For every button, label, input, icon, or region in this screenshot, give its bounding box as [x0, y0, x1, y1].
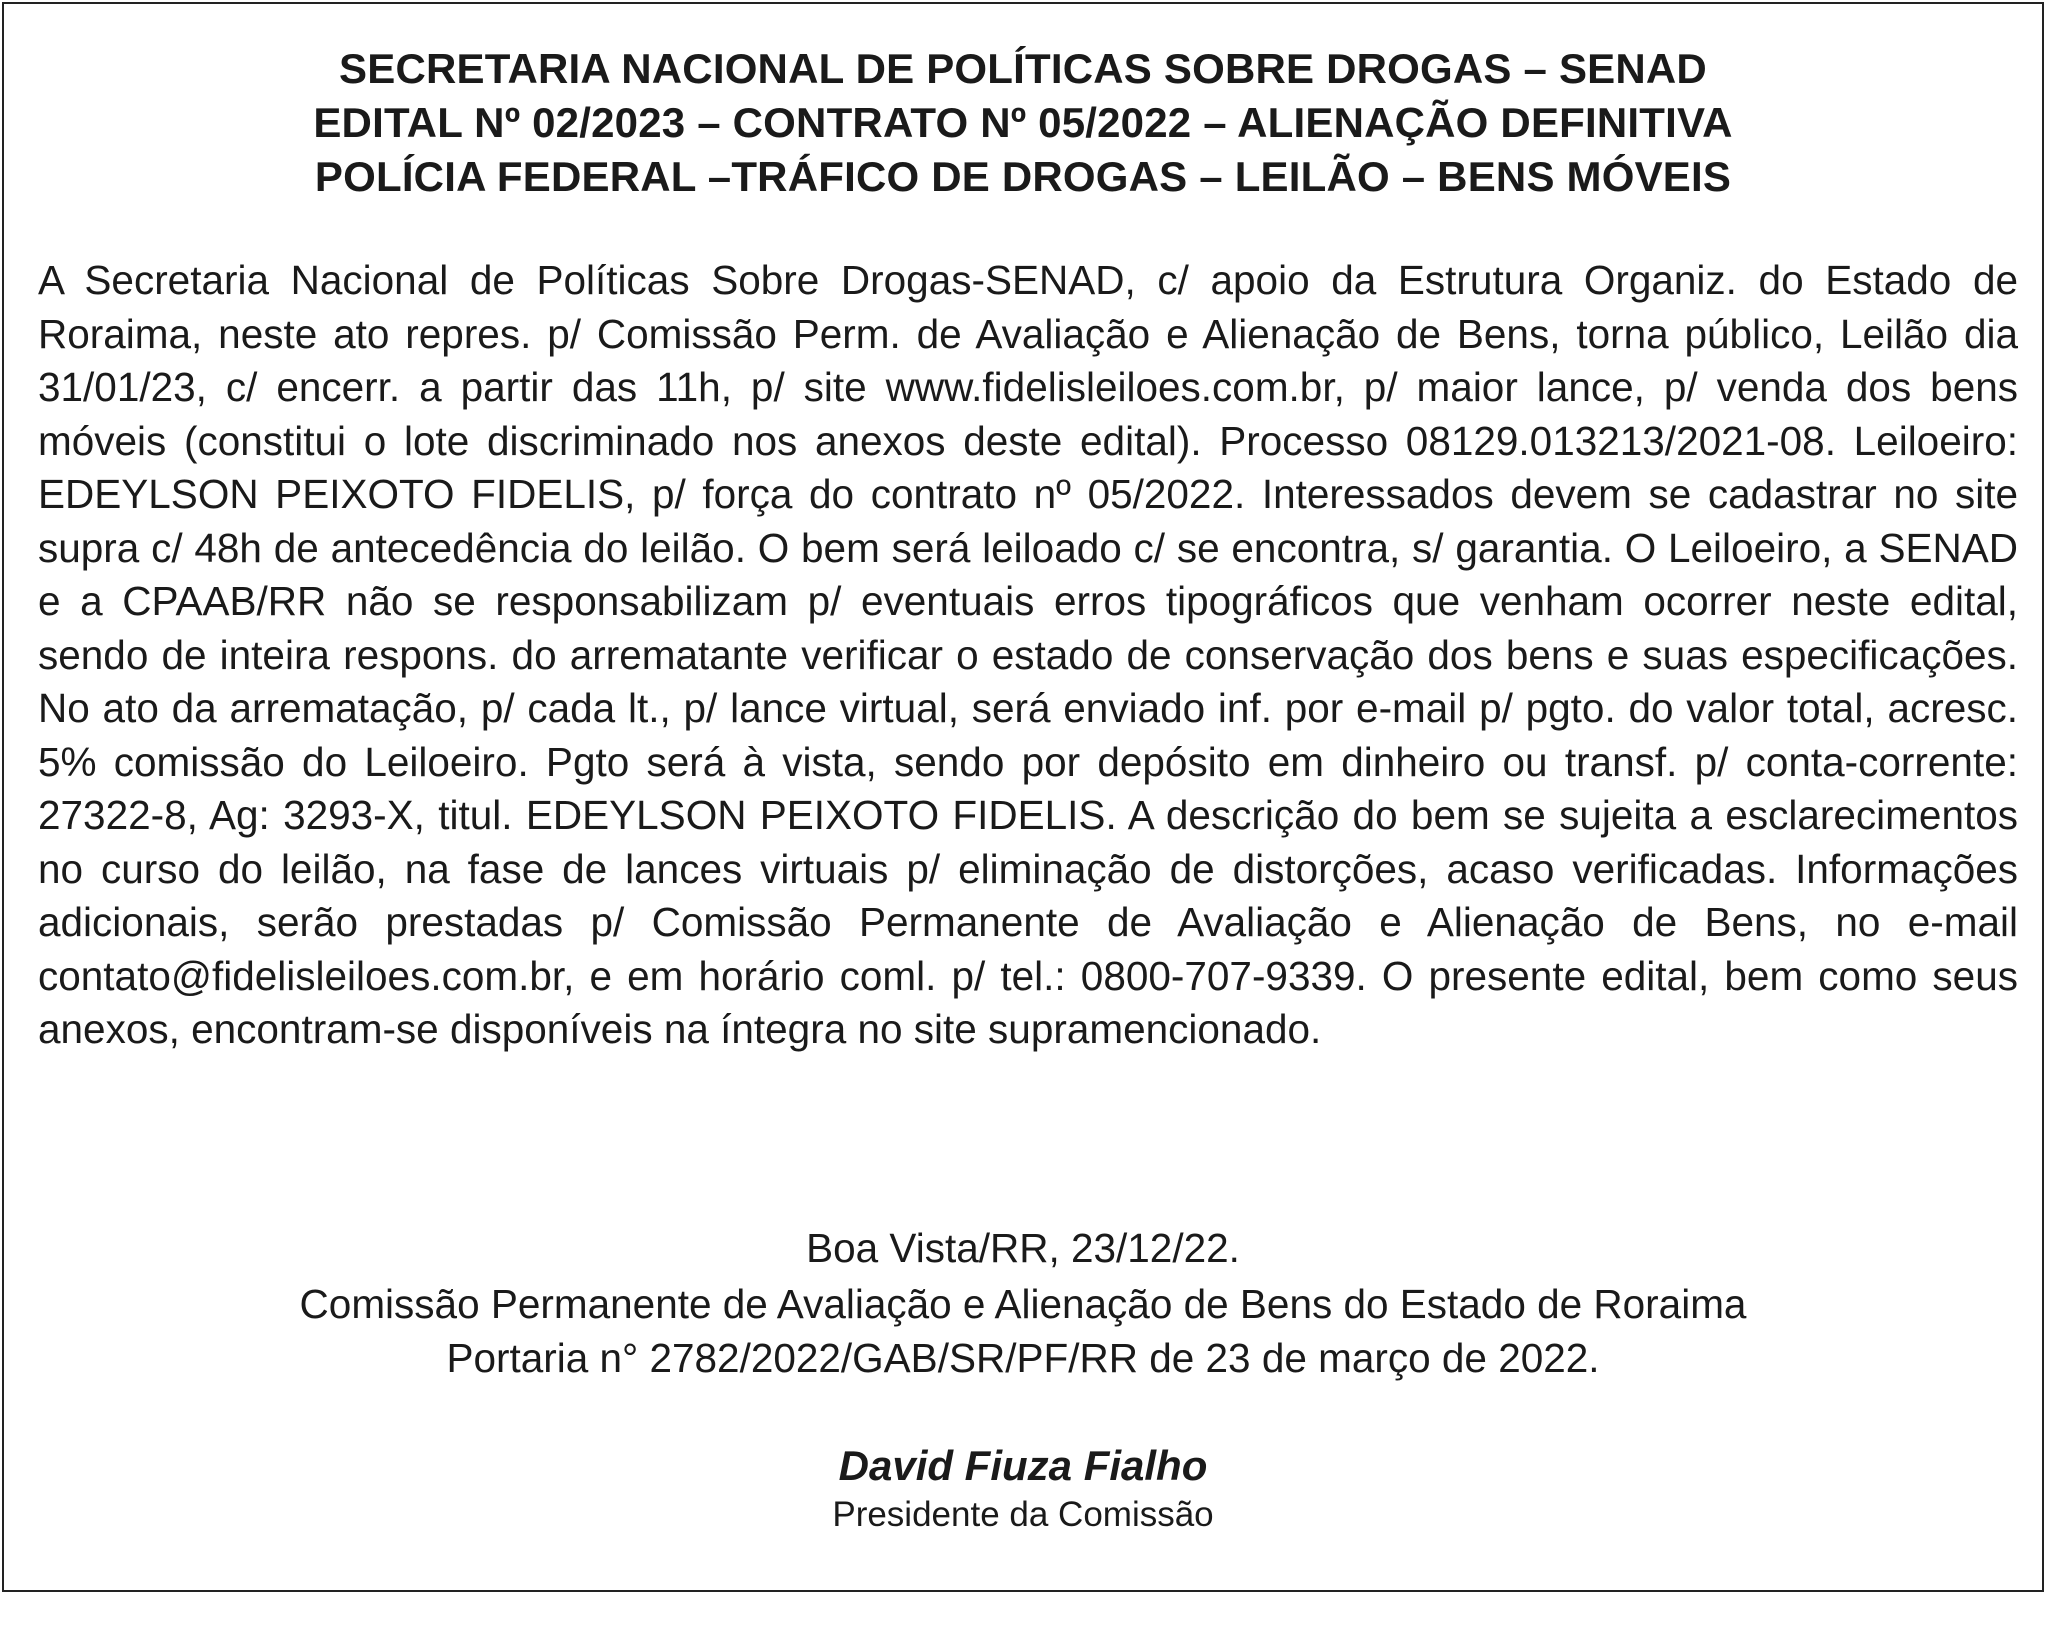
header-line-subject: POLÍCIA FEDERAL –TRÁFICO DE DROGAS – LEILÃO – BENS MÓVEIS [314, 153, 1732, 200]
place-date: Boa Vista/RR, 23/12/22. [806, 1225, 1240, 1271]
committee-name: Comissão Permanente de Avaliação e Alienação de Bens do Estado de Roraima [299, 1281, 1747, 1327]
ordinance-reference: Portaria n° 2782/2022/GAB/SR/PF/RR de 23 de março de 2022. [446, 1335, 1600, 1381]
header-line-edital: EDITAL Nº 02/2023 – CONTRATO Nº 05/2022 – ALIENAÇÃO DEFINITIVA [313, 99, 1733, 146]
header-line-agency: SECRETARIA NACIONAL DE POLÍTICAS SOBRE DROGAS – SENAD [339, 45, 1707, 92]
notice-header [4, 42, 2042, 204]
notice-frame [2, 2, 2044, 1592]
signer-role: Presidente da Comissão [832, 1495, 1214, 1534]
notice-body: A Secretaria Nacional de Políticas Sobre Drogas-SENAD, c/ apoio da Estrutura Organiz. do Estado de Roraima, neste ato repres. p/ Comissão Perm. de Avaliação e Alienação de Bens, torna público, Leilão dia 31/01/23, c/ encerr. a partir das 11h, p/ site www.fidelisleiloes.com.br, p/ maior lance, p/ venda dos bens móveis (constitui o lote discriminado nos anexos deste edital). Processo 08129.013213/2021-08. Leiloeiro: EDEYLSON PEIXOTO FIDELIS, p/ força do contrato nº 05/2022. Interessados devem se cadastrar no site supra c/ 48h de antecedência do leilão. O bem será leiloado c/ se encontra, s/ garantia. O Leiloeiro, a SENAD e a CPAAB/RR não se responsabilizam p/ eventuais erros tipográficos que venham ocorrer neste edital, sendo de inteira respons. do arrematante verificar o estado de conservação dos bens e suas especificações. No ato da arrematação, p/ cada lt., p/ lance virtual, será enviado inf. por e-mail p/ pgto. do valor total, acresc. 5% comissão do Leiloeiro. Pgto será à vista, sendo por depósito em dinheiro ou transf. p/ conta-corrente: 27322-8, Ag: 3293-X, titul. EDEYLSON PEIXOTO FIDELIS. A descrição do bem se sujeita a esclarecimentos no curso do leilão, na fase de lances virtuais p/ eliminação de distorções, acaso verificadas. Informações adicionais, serão prestadas p/ Comissão Permanente de Avaliação e Alienação de Bens, no e-mail contato@fidelisleiloes.com.br, e em horário coml. p/ tel.: 0800-707-9339. O presente edital, bem como seus anexos, encontram-se disponíveis na íntegra no site supramencionado. [38, 257, 2018, 1052]
signer-name: David Fiuza Fialho [838, 1442, 1208, 1489]
